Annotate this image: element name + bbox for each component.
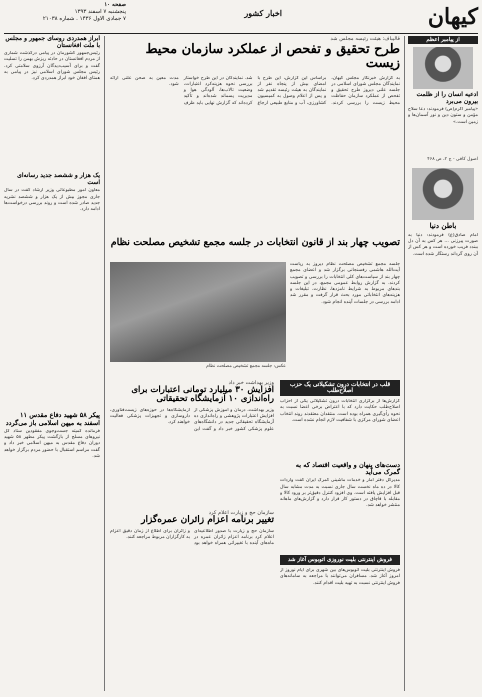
main-headline: طرح تحقیق و تفحص از عملکرد سازمان محیط زیست bbox=[145, 42, 400, 72]
quote-portrait bbox=[412, 168, 474, 220]
story-party bbox=[280, 380, 400, 469]
issue-date: پنجشنبه ۷ اسفند ۱۳۹۳ bbox=[74, 9, 126, 15]
story-health bbox=[110, 380, 274, 470]
quote-title: باطن دنیا bbox=[429, 221, 457, 231]
story7-headline: فروش اینترنتی بلیت نوروزی اتوبوس آغاز شد bbox=[280, 555, 400, 565]
left-headline3: پیکر ۵۸ شهید دفاع مقدس ۱۱ اسفند به میهن اسلامی باز می‌گردد bbox=[5, 411, 100, 427]
left-body: رئیس‌جمهور کشورمان در پیامی درگذشت شماری از مردم افغانستان در حادثه ریزش بهمن را تسلیت گفت و برای آسیب‌دیدگان آرزوی سلامتی کرد. رئیس مجلس شورای اسلامی نیز در پیامی به همتای افغان خود ابراز همدردی کرد. bbox=[4, 51, 100, 82]
left-body3: فرمانده کمیته جست‌وجوی مفقودین ستاد کل نیروهای مسلح از بازگشت پیکر مطهر ۵۸ شهید دوران دفاع مقدس به میهن اسلامی خبر داد و گفت مراسم استقبال با حضور مردم برگزار خواهد شد. bbox=[4, 428, 100, 459]
story-election bbox=[110, 237, 400, 369]
sidebar-body: «پیامبر اکرم(ص) فرمودند: دعا سلاح مؤمن و ستون دین و نور آسمان‌ها و زمین است.» bbox=[408, 107, 478, 125]
story2-body: جلسه مجمع تشخیص مصلحت نظام دیروز به ریاست آیت‌الله هاشمی رفسنجانی برگزار شد و اعضای مجمع چهار بند از سیاست‌های کلی انتخابات را بررسی و تصویب کردند. به گزارش روابط عمومی مجمع، در این جلسه بندهای مربوط به شرایط نامزدها، نظارت، تبلیغات و هزینه‌های انتخاباتی مورد بحث قرار گرفت و مقرر شد ادامه بررسی در جلسات آینده انجام شود. bbox=[290, 262, 400, 305]
story-customs bbox=[280, 462, 400, 553]
divider bbox=[404, 36, 405, 691]
left-headline2: یک هزار و ششصد جدید رسانه‌ای است bbox=[17, 172, 100, 186]
quote-body: امام صادق(ع) فرمودند: دنیا به صورت پیرزنی ... هر کس به آن دل ببندد فریب خورده است و هر کس از آن روی گرداند رستگار شده است. bbox=[408, 232, 478, 257]
story-bus bbox=[280, 555, 400, 678]
story6-body: مدیرکل دفتر آمار و خدمات ماشینی گمرک ایران گفت واردات کالا در ده ماه نخست سال جاری نسبت به مدت مشابه سال قبل افزایش یافته است. وی افزود کنترل دقیق‌تر بر ورود کالا و مقابله با قاچاق در دستور کار قرار دارد و گزارش‌های ماهانه منتشر خواهد شد. bbox=[280, 478, 400, 509]
main-body: به گزارش خبرنگار مجلس کیهان، نمایندگان مجلس شورای اسلامی در جلسه علنی دیروز طرح تحقیق و تفحص از عملکرد سازمان حفاظت محیط زیست را بررسی کردند. براساس این گزارش، این طرح با امضای بیش از پنجاه نفر از نمایندگان به هیئت رئیسه تقدیم شد و پس از اعلام وصول به کمیسیون کشاورزی، آب و منابع طبیعی ارجاع شد. نمایندگان در این طرح خواستار بررسی نحوه هزینه‌کرد اعتبارات، وضعیت تالاب‌ها، آلودگی هوا و مدیریت پسماند شده‌اند و تأکید کرده‌اند که گزارش نهایی باید ظرف مدت معین به صحن علنی ارائه شود. bbox=[110, 75, 400, 106]
story3-kicker: وزیر بهداشت خبر داد bbox=[228, 380, 274, 386]
page-number: صفحه ۱۰ bbox=[104, 2, 126, 8]
main-story bbox=[110, 36, 400, 246]
story4-body: سازمان حج و زیارت با صدور اطلاعیه‌ای اعلام کرد برنامه اعزام زائران عمره در ماه‌های آینده با تغییراتی همراه خواهد بود و زائران برای اطلاع از زمان دقیق اعزام به کارگزاران مربوط مراجعه کنند. bbox=[110, 528, 274, 547]
story2-caption: عکس: جلسه مجمع تشخیص مصلحت نظام bbox=[206, 364, 286, 369]
issue-date-hijri: ۷ جمادی الاول ۱۴۳۶ . شماره ۲۱۰۳۸ bbox=[42, 16, 126, 22]
sidebar-source: اصول کافی - ج ۲، ص ۴۶۸ bbox=[427, 157, 478, 163]
sidebar-subtitle: ادعیه انسان را از ظلمت بیرون می‌برد bbox=[416, 91, 478, 105]
story2-headline: تصویب چهار بند از قانون انتخابات در جلسه مجمع تشخیص مصلحت نظام bbox=[110, 237, 400, 248]
divider bbox=[104, 36, 105, 691]
main-kicker: قالیباف: هیئت رئیسه مجلس شد bbox=[330, 36, 400, 42]
story3-headline: افزایش ۳۰ میلیارد تومانی اعتبارات برای راه‌اندازی ۱۰ آزمایشگاه تحقیقاتی bbox=[131, 385, 274, 405]
story5-headline: قلب در انتخابات درون تشکیلاتی یک حزب اصلاح‌طلب bbox=[280, 380, 400, 396]
issue-info bbox=[6, 2, 126, 23]
story5-body: گزارش‌ها از برگزاری انتخابات درون تشکیلاتی یکی از احزاب اصلاح‌طلب حکایت دارد که با اعتراض برخی اعضا نسبت به نحوه رأی‌گیری همراه بوده است. منتقدان معتقدند روند انتخاب اعضای شورای مرکزی با شفافیت لازم انجام نشده است. bbox=[280, 399, 400, 423]
masthead-rule bbox=[4, 33, 478, 34]
section-title: اخبار کشور bbox=[244, 8, 282, 18]
story3-body: وزیر بهداشت، درمان و آموزش پزشکی از افزایش اعتبارات پژوهشی و راه‌اندازی ده آزمایشگاه تحقیقاتی جدید در دانشگاه‌های علوم پزشکی کشور خبر داد و گفت این آزمایشگاه‌ها در حوزه‌های زیست‌فناوری، داروسازی و تجهیزات پزشکی فعالیت خواهند کرد. bbox=[110, 407, 274, 432]
left-body2: معاون امور مطبوعاتی وزیر ارشاد گفت در سال جاری مجوز بیش از یک هزار و ششصد نشریه جدید صادر شده است و روند بررسی درخواست‌ها ادامه دارد. bbox=[4, 188, 100, 213]
masthead-logo: کیهان bbox=[427, 4, 478, 30]
story4-kicker: سازمان حج و زیارت اعلام کرد bbox=[208, 510, 274, 516]
story6-headline: دست‌های پنهان و واقعیت اقتصاد که به گمرک می‌آید bbox=[295, 461, 400, 477]
story7-body: فروش اینترنتی بلیت اتوبوس‌های بین شهری برای ایام نوروز از امروز آغاز شد. مسافران می‌توانند با مراجعه به سامانه‌های فروش اینترنتی نسبت به تهیه بلیت اقدام کنند. bbox=[280, 568, 400, 586]
sidebar-portrait bbox=[413, 47, 473, 89]
story4-headline: تغییر برنامه اعزام زائران عمره‌گزار bbox=[141, 515, 274, 525]
sidebar bbox=[408, 36, 478, 686]
left-headline: ابراز همدردی روسای جمهور و مجلس با ملت افغانستان bbox=[5, 35, 100, 49]
story-hajj bbox=[110, 510, 274, 679]
left-column bbox=[4, 36, 100, 686]
sidebar-title: از پیامبر اعظم bbox=[408, 36, 478, 44]
story2-photo bbox=[110, 262, 286, 362]
